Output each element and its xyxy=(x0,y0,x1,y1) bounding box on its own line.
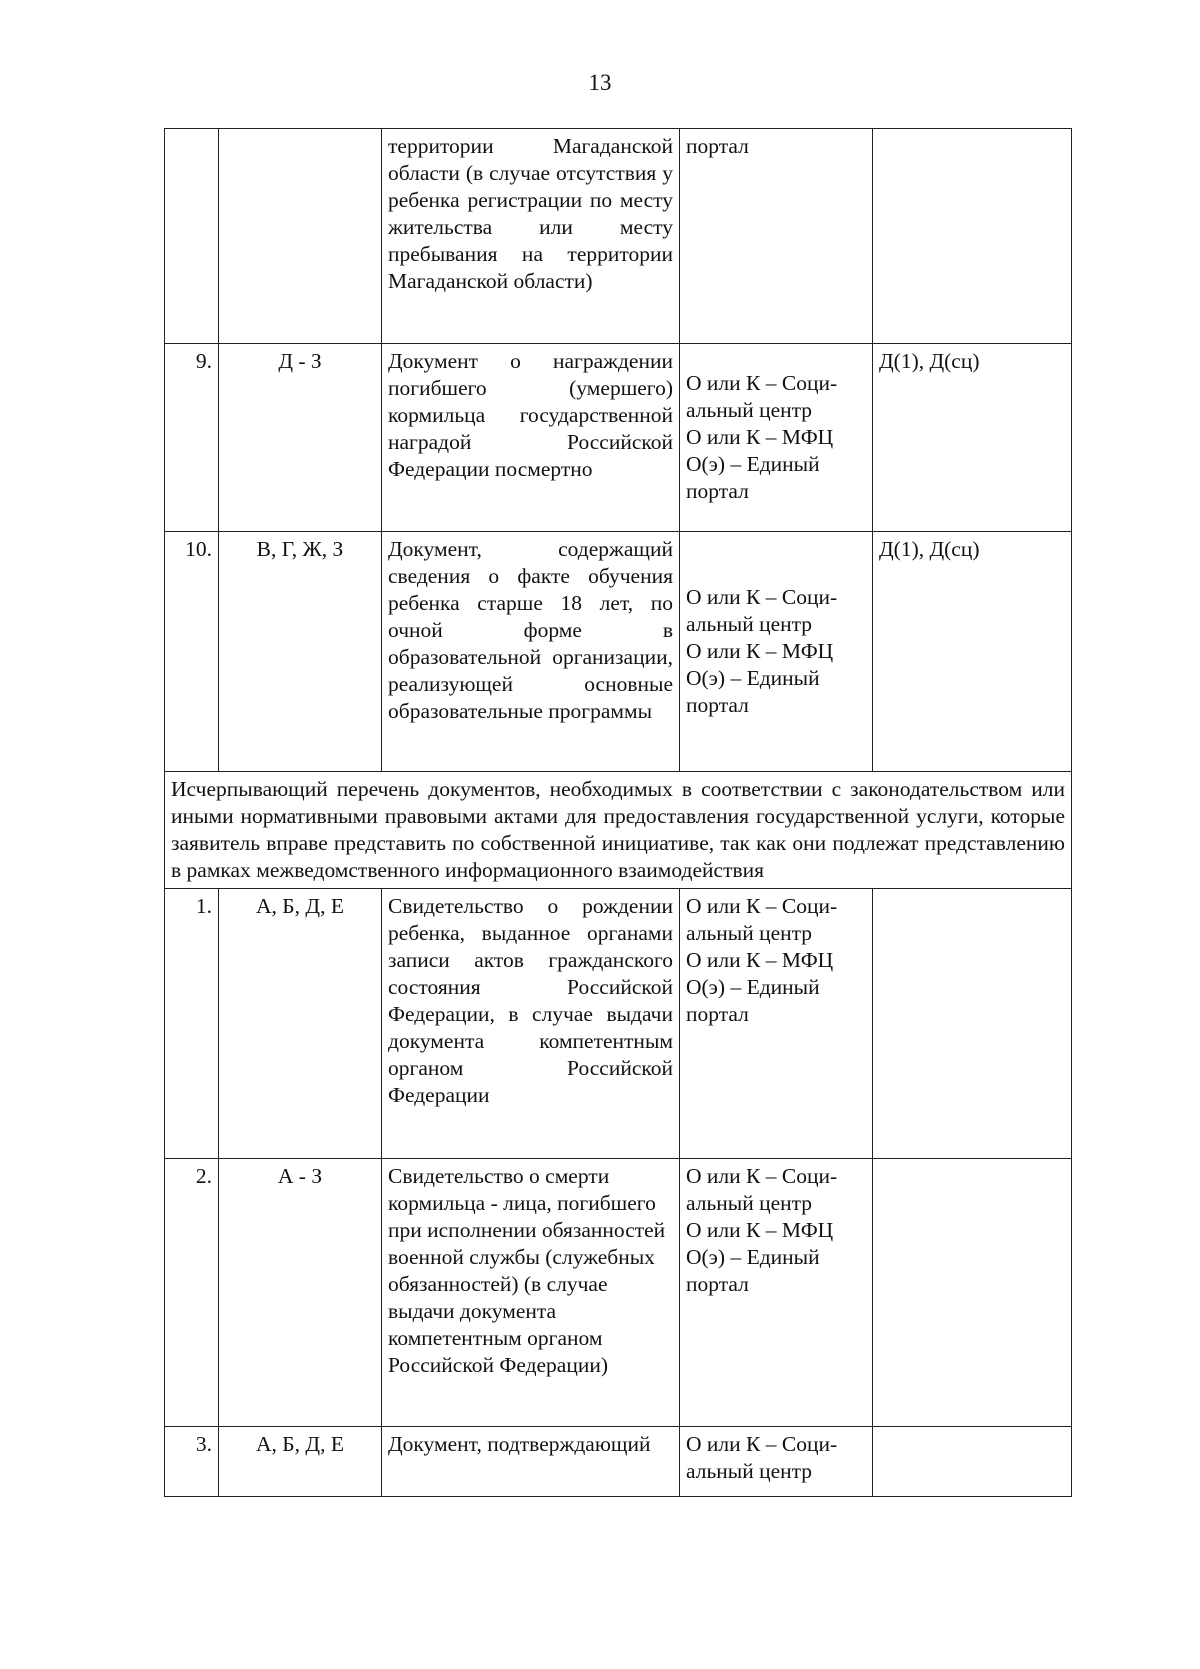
submission-method-line: О(э) – Единый xyxy=(686,1245,820,1269)
submission-method-line: портал xyxy=(686,479,749,503)
section-heading: Исчерпывающий перечень документов, необходимых в соответствии с законодательством или иными нормативными правовыми актами для предоставления государственной услуги, которые заявитель вправе представить по собственной инициативе, так как они подлежат представлению в рамках межведомственного информационного взаимодействия xyxy=(165,772,1072,889)
submission-method-cell xyxy=(680,344,873,532)
result-cell: Д(1), Д(сц) xyxy=(873,532,1072,772)
submission-method-cell xyxy=(680,1159,873,1427)
row-number-cell: 9. xyxy=(165,344,219,532)
categories-cell: В, Г, Ж, З xyxy=(219,532,382,772)
submission-method-line: О или К – Соци- xyxy=(686,585,838,609)
submission-method-line: О(э) – Единый xyxy=(686,666,820,690)
submission-method-line: О или К – МФЦ xyxy=(686,425,834,449)
submission-method-line: портал xyxy=(686,1002,749,1026)
result-cell xyxy=(873,1159,1072,1427)
document-name-cell: Свидетельство о смерти кормильца - лица, погибшего при исполнении обязанностей военной службы (служебных обязанностей) (в случае выдачи документа компетентным органом Российской Федерации) xyxy=(382,1159,680,1427)
submission-method-cell xyxy=(680,532,873,772)
result-cell xyxy=(873,129,1072,344)
document-name-cell: Документ о награждении погибшего (умершего) кормильца государственной наградой Российской Федерации посмертно xyxy=(382,344,680,532)
documents-table xyxy=(164,128,1072,1497)
submission-method-line: О или К – Соци- xyxy=(686,371,838,395)
submission-method-line: альный центр xyxy=(686,612,813,636)
result-cell: Д(1), Д(сц) xyxy=(873,344,1072,532)
categories-cell: А, Б, Д, Е xyxy=(219,889,382,1159)
submission-method-line: О или К – Соци- xyxy=(686,1164,838,1188)
row-number-cell: 2. xyxy=(165,1159,219,1427)
submission-method-line: альный центр xyxy=(686,1459,813,1483)
submission-method-line: О или К – Соци- xyxy=(686,1432,838,1456)
row-number-cell: 10. xyxy=(165,532,219,772)
result-cell xyxy=(873,889,1072,1159)
categories-cell: Д - З xyxy=(219,344,382,532)
document-name-cell: Документ, содержащий сведения о факте обучения ребенка старше 18 лет, по очной форме в образовательной организации, реализующей основные образовательные программы xyxy=(382,532,680,772)
categories-cell xyxy=(219,129,382,344)
submission-method-line: О или К – МФЦ xyxy=(686,948,834,972)
submission-method-line: портал xyxy=(686,134,749,158)
row-number-cell: 1. xyxy=(165,889,219,1159)
categories-cell: А, Б, Д, Е xyxy=(219,1427,382,1497)
submission-method-line: О или К – МФЦ xyxy=(686,639,834,663)
table-row xyxy=(165,344,1072,532)
submission-method-line: О(э) – Единый xyxy=(686,452,820,476)
document-name-cell: Свидетельство о рождении ребенка, выданное органами записи актов гражданского состояния Российской Федерации, в случае выдачи документа компетентным органом Российской Федерации xyxy=(382,889,680,1159)
result-cell xyxy=(873,1427,1072,1497)
submission-method-line: портал xyxy=(686,1272,749,1296)
submission-method-line: альный центр xyxy=(686,921,813,945)
row-number-cell: 3. xyxy=(165,1427,219,1497)
submission-method-line: альный центр xyxy=(686,398,813,422)
submission-method-line: альный центр xyxy=(686,1191,813,1215)
submission-method-cell xyxy=(680,129,873,344)
page-number: 13 xyxy=(588,70,612,95)
table-row xyxy=(165,1159,1072,1427)
categories-cell: А - З xyxy=(219,1159,382,1427)
table-row xyxy=(165,1427,1072,1497)
document-name-cell: территории Магаданской области (в случае отсутствия у ребенка регистрации по месту жительства или месту пребывания на территории Магаданской области) xyxy=(382,129,680,344)
submission-method-cell xyxy=(680,889,873,1159)
document-name-cell: Документ, подтверждающий xyxy=(382,1427,680,1497)
submission-method-line: О или К – Соци- xyxy=(686,894,838,918)
section-heading-row xyxy=(165,772,1072,889)
submission-method-line: О(э) – Единый xyxy=(686,975,820,999)
submission-method-line: О или К – МФЦ xyxy=(686,1218,834,1242)
table-row xyxy=(165,532,1072,772)
submission-method-line: портал xyxy=(686,693,749,717)
row-number-cell xyxy=(165,129,219,344)
table-row xyxy=(165,129,1072,344)
table-row xyxy=(165,889,1072,1159)
submission-method-cell xyxy=(680,1427,873,1497)
